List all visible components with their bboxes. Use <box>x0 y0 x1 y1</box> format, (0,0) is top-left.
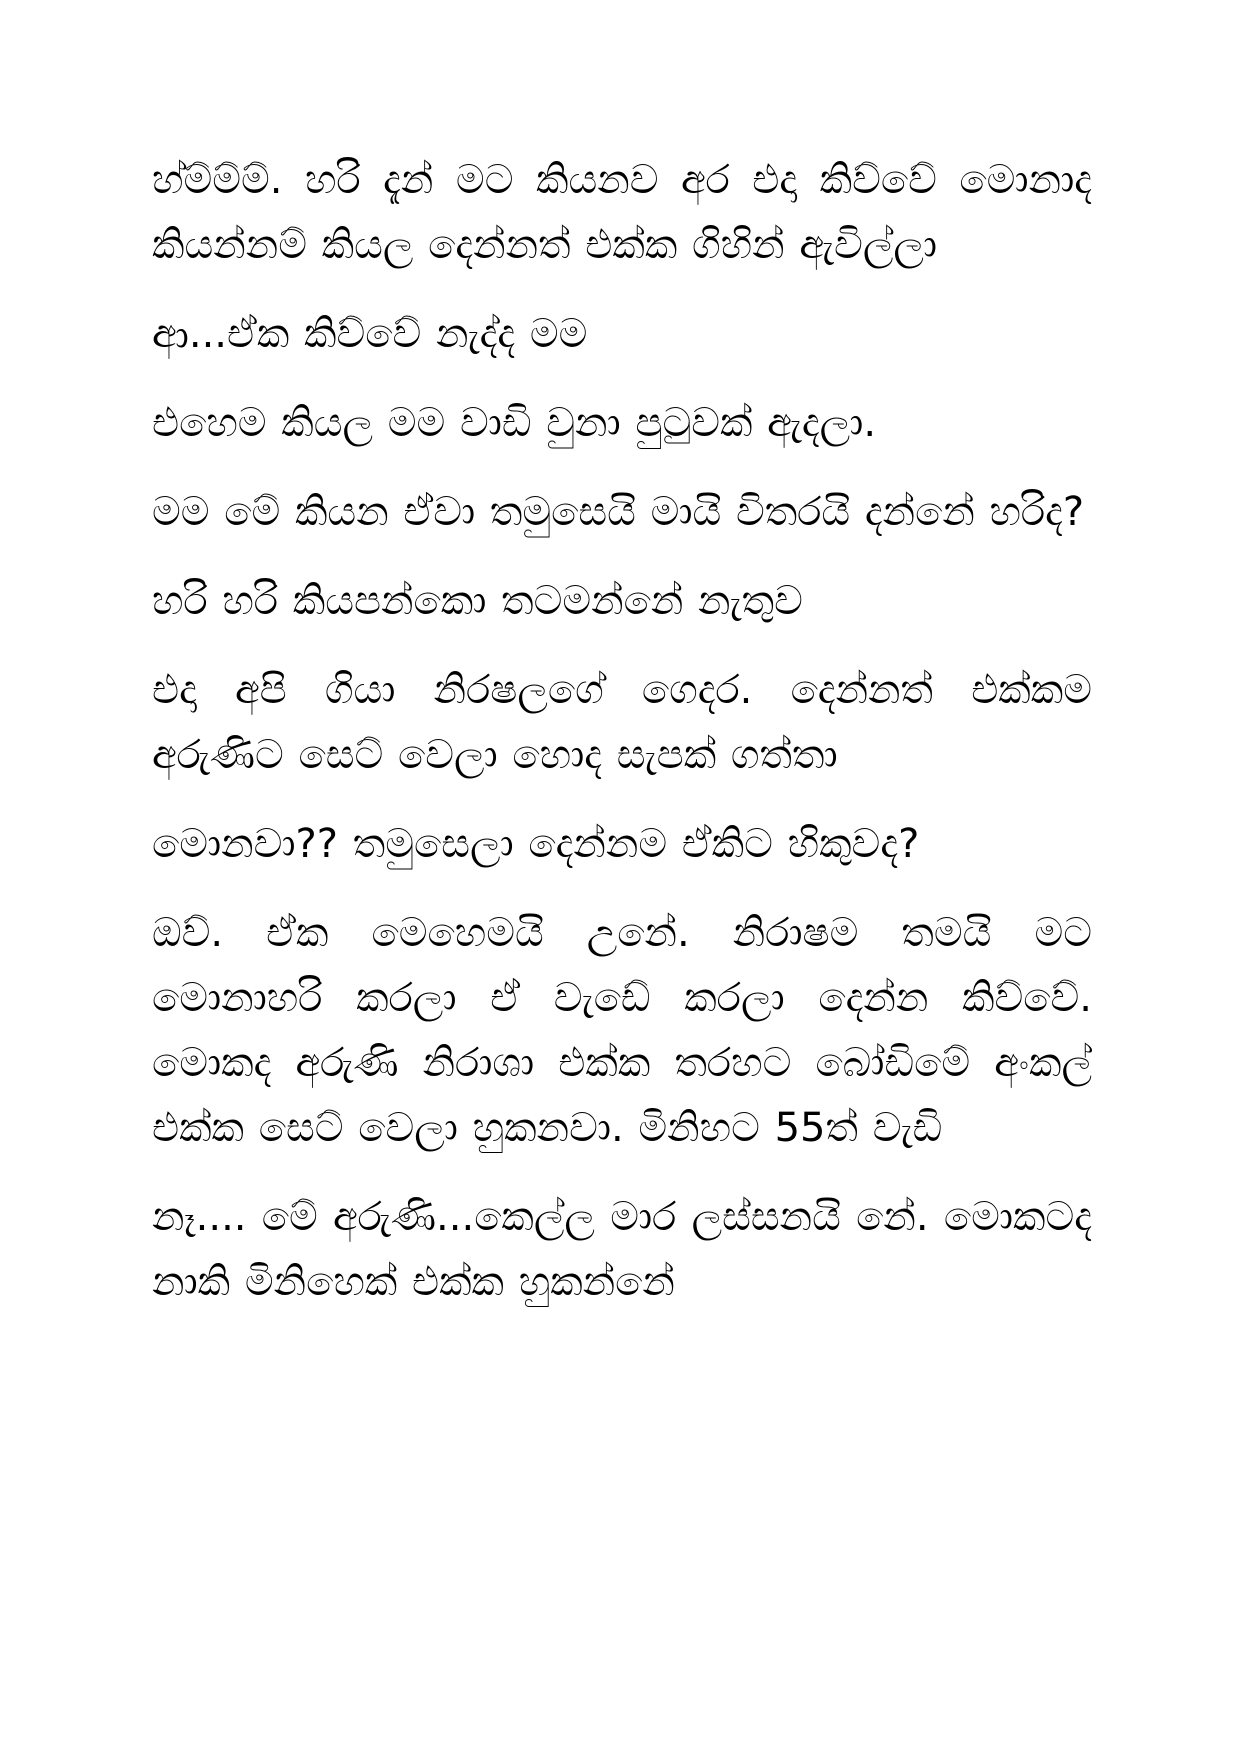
paragraph: මම මේ කියන ඒවා තමුසෙයි මායි විතරයි දන්නේ හරිද? <box>152 489 1085 535</box>
paragraph: හරි හරි කියපන්කො තටමන්නේ නැතුව <box>152 578 803 624</box>
paragraph: හ්ම්ම්ම්. හරි දැන් මට කියනව අර එදා කිව්වේ මොනාද කියන්නම් කියල දෙන්නත් එක්ක ගිහින් ඇවිල්ලා <box>152 157 1092 268</box>
paragraph: ඔව්. ඒක මෙහෙමයි උනේ. නිරාෂම තමයි මට මොනාහරි කරලා ඒ වැඩේ කරලා දෙන්න කිව්වේ. මොකද අරුණි නිරාශා එක්ක තරහට බෝඩිමේ අංකල් එක්ක සෙට් වෙලා හුකනවා. මිනිහට 55ත් වැඩි <box>152 910 1092 1151</box>
document-body <box>152 148 1092 1339</box>
paragraph: එහෙම කියල මම වාඩි වුනා පුටුවක් ඇදලා. <box>152 400 877 446</box>
paragraph: නෑ.... මේ අරුණි...කෙල්ල මාර ලස්සනයි නේ. මොකටද නාකි මිනිහෙක් එක්ක හුකන්නේ <box>152 1194 1092 1305</box>
paragraph: මොනවා?? තමුසෙලා දෙන්නම ඒකිට හිකුවද? <box>152 821 920 867</box>
paragraph: එදා අපි ගියා නිරෂලගේ ගෙදර. දෙන්නත් එක්කම අරුණිට සෙට් වෙලා හොද සැපක් ගත්තා <box>152 667 1092 778</box>
paragraph: ආ...ඒක කිව්වේ නැද්ද මම <box>152 311 588 357</box>
